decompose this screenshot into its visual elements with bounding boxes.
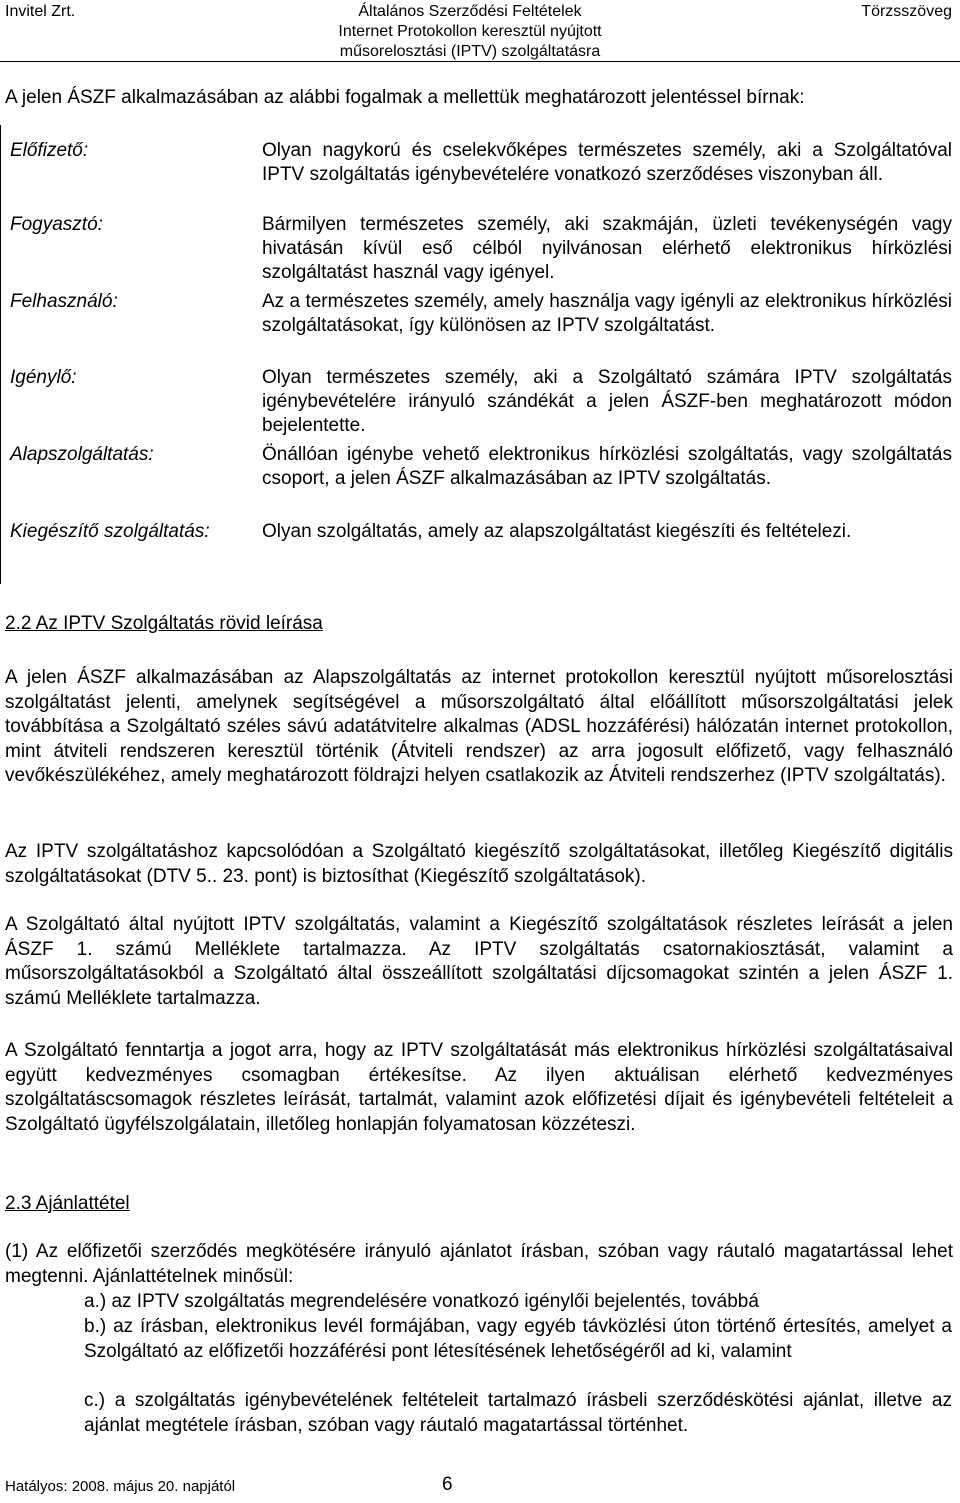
header-divider (0, 61, 960, 62)
document-title-line-3: műsorelosztási (IPTV) szolgáltatásra (339, 43, 601, 60)
section-2-3-title: 2.3 Ajánlattétel (5, 1193, 130, 1214)
section-2-3-paragraph: (1) Az előfizetői szerződés megkötésére irányuló ajánlatot írásban, szóban vagy ráutaló magatartással lehet megtenni. Ajánlattételnek minősül: (5, 1241, 953, 1287)
document-part-label: Törzsszöveg (861, 3, 952, 20)
list-item: a.) az IPTV szolgáltatás megrendelésére vonatkozó igénylői bejelentés, továbbá (84, 1291, 759, 1312)
section-2-2-paragraph: A Szolgáltató által nyújtott IPTV szolgáltatás, valamint a Kiegészítő szolgáltatások részletes leírását a jelen ÁSZF 1. számú Melléklete tartalmazza. Az IPTV szolgáltatás csatornakiosztását, valamint a műsorszolgáltatásokból a Szolgáltató által összeállított szolgáltatási díjcsomagokat szintén a jelen ÁSZF 1. számú Melléklete tartalmazza. (5, 914, 953, 1009)
list-item: c.) a szolgáltatás igénybevételének feltételeit tartalmazó írásbeli szerződéskötési ajánlat, illetve az ajánlat megtétele írásban, szóban vagy ráutaló magatartással történhet. (84, 1390, 952, 1436)
footer-effective-date: Hatályos: 2008. május 20. napjától (5, 1478, 236, 1495)
document-title-line-2: Internet Protokollon keresztül nyújtott (338, 23, 602, 40)
definitions-table-border (0, 125, 1, 584)
term-name: Előfizető: (10, 140, 89, 161)
term-definition: Bármilyen természetes személy, aki szakmáján, üzleti tevékenységén vagy hivatásán kívül eső célból nyilvánosan elérhető elektronikus hírközlési szolgáltatást használ vagy igényel. (262, 214, 952, 283)
term-definition: Olyan természetes személy, aki a Szolgáltató számára IPTV szolgáltatás igénybevételére irányuló szándékát a jelen ÁSZF-ben meghatározott módon bejelentette. (262, 367, 952, 436)
term-definition: Olyan szolgáltatás, amely az alapszolgáltatást kiegészíti és feltételezi. (262, 521, 852, 542)
term-definition: Az a természetes személy, amely használja vagy igényli az elektronikus hírközlési szolgáltatásokat, így különösen az IPTV szolgáltatást. (262, 291, 952, 336)
term-name: Kiegészítő szolgáltatás: (10, 521, 210, 542)
section-2-2-paragraph: A Szolgáltató fenntartja a jogot arra, hogy az IPTV szolgáltatását más elektronikus hírközlési szolgáltatásaival együtt kedvezményes csomagban értékesítse. Az ilyen aktuálisan elérhető kedvezményes szolgáltatáscsomagok részletes leírását, tartalmát, valamint azok előfizetési díjait és igénybevételi feltételeit a Szolgáltató ügyfélszolgálatain, illetőleg honlapján folyamatosan közzéteszi. (5, 1040, 953, 1135)
term-name: Felhasználó: (10, 291, 118, 312)
page-header (0, 0, 960, 62)
document-title-line-1: Általános Szerződési Feltételek (358, 3, 582, 20)
intro-sentence: A jelen ÁSZF alkalmazásában az alábbi fogalmak a mellettük meghatározott jelentéssel bírnak: (5, 87, 805, 108)
term-name: Alapszolgáltatás: (10, 444, 154, 465)
term-definition: Olyan nagykorú és cselekvőképes természetes személy, aki a Szolgáltatóval IPTV szolgáltatás igénybevételére vonatkozó szerződéses viszonyban áll. (262, 140, 952, 185)
section-2-2-paragraph: A jelen ÁSZF alkalmazásában az Alapszolgáltatás az internet protokollon keresztül nyújtott műsorelosztási szolgáltatást jelenti, amelynek segítségével a műsorszolgáltató által előállított műsorszolgáltatási jelek továbbítása a Szolgáltató széles sávú adatátvitelre alkalmas (ADSL hozzáférési) hálózatán internet protokollon, mint átviteli rendszeren keresztül történik (Átviteli rendszer) az arra jogosult előfizető, vagy felhasználó vevőkészülékéhez, amely meghatározott földrajzi helyen csatlakozik az Átviteli rendszerhez (IPTV szolgáltatás). (5, 667, 953, 786)
list-item: b.) az írásban, elektronikus levél formájában, vagy egyéb távközlési úton történő értesítés, amelyet a Szolgáltató az előfizetői hozzáférési pont létesítésének lehetőségéről ad ki, valamint (84, 1316, 952, 1362)
section-2-2-title: 2.2 Az IPTV Szolgáltatás rövid leírása (5, 613, 323, 634)
page-number: 6 (442, 1474, 453, 1495)
term-name: Fogyasztó: (10, 214, 103, 235)
company-name: Invitel Zrt. (5, 3, 76, 20)
term-name: Igénylő: (10, 367, 77, 388)
section-2-2-paragraph: Az IPTV szolgáltatáshoz kapcsolódóan a Szolgáltató kiegészítő szolgáltatásokat, illetőleg Kiegészítő digitális szolgáltatásokat (DTV 5.. 23. pont) is biztosíthat (Kiegészítő szolgáltatások). (5, 841, 953, 887)
term-definition: Önállóan igénybe vehető elektronikus hírközlési szolgáltatás, vagy szolgáltatás csoport, a jelen ÁSZF alkalmazásában az IPTV szolgáltatás. (262, 444, 952, 489)
document-title (0, 2, 940, 62)
